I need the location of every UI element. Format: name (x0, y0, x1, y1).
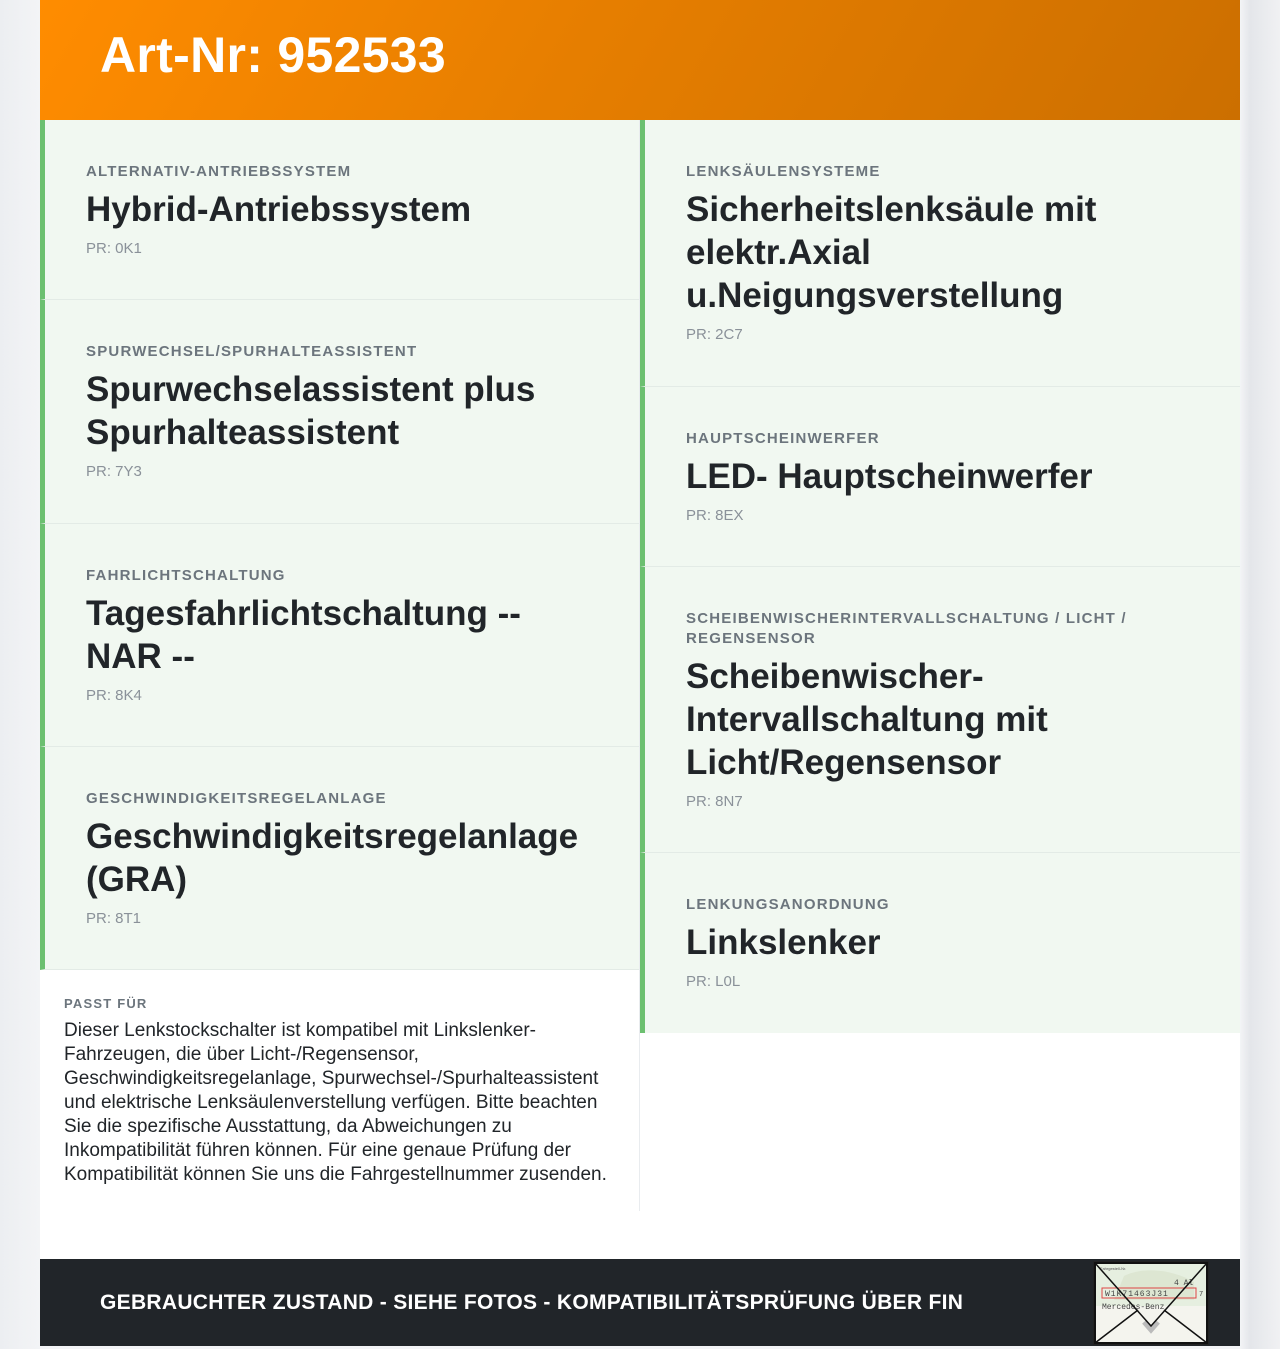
envelope-vin-icon (1093, 1261, 1209, 1345)
feature-title: Sicherheitslenksäule mit elektr.Axial u.Neigungsverstellung (686, 190, 1097, 315)
feature-card (640, 120, 1240, 387)
feature-grid (40, 120, 1240, 1211)
feature-category: LENKSÄULENSYSTEME (686, 163, 881, 180)
feature-category: GESCHWINDIGKEITSREGELANLAGE (86, 790, 387, 807)
feature-column-right (640, 120, 1240, 1211)
feature-pr-code: PR: 7Y3 (86, 463, 142, 480)
feature-card (40, 747, 639, 970)
product-sheet (40, 0, 1240, 1346)
feature-category: FAHRLICHTSCHALTUNG (86, 567, 286, 584)
svg-text:W1K71463J31: W1K71463J31 (1105, 1290, 1169, 1299)
feature-category: HAUPTSCHEINWERFER (686, 430, 880, 447)
svg-text:Mercedes-Benz: Mercedes-Benz (1102, 1303, 1165, 1312)
feature-title: Tagesfahrlichtschaltung -- NAR -- (86, 594, 521, 676)
feature-pr-code: PR: 8N7 (686, 793, 743, 810)
feature-pr-code: PR: 8T1 (86, 910, 142, 927)
compatibility-section (40, 970, 639, 1211)
feature-category: LENKUNGSANORDNUNG (686, 896, 890, 913)
feature-pr-code: PR: 2C7 (686, 326, 743, 343)
condition-note: GEBRAUCHTER ZUSTAND - SIEHE FOTOS - KOMPATIBILITÄTSPRÜFUNG ÜBER FIN (100, 1290, 964, 1314)
feature-category: SCHEIBENWISCHERINTERVALLSCHALTUNG / LICHT / REGENSENSOR (686, 610, 1127, 647)
feature-card (640, 387, 1240, 567)
header-bar (40, 0, 1240, 120)
feature-title: Linkslenker (686, 923, 881, 962)
feature-card (40, 120, 639, 300)
feature-pr-code: PR: L0L (686, 973, 741, 990)
svg-text:Fahrgestell-Nr.: Fahrgestell-Nr. (1100, 1266, 1127, 1271)
svg-text:7: 7 (1199, 1291, 1204, 1299)
feature-title: Hybrid-Antriebssystem (86, 190, 472, 229)
feature-pr-code: PR: 0K1 (86, 240, 142, 257)
article-number-title: Art-Nr: 952533 (100, 27, 447, 83)
feature-card (40, 524, 639, 747)
feature-title: Spurwechselassistent plus Spurhalteassistent (86, 370, 536, 452)
compatibility-text: Dieser Lenkstockschalter ist kompatibel mit Linkslenker-Fahrzeugen, die über Licht-/Regensensor, Geschwindigkeitsregelanlage, Spurwechsel-/Spurhalteassistent und elektrische Lenksäulenverstellung verfügen. Bitte beachten Sie die spezifische Ausstattung, da Abweichungen zu Inkompatibilität führen können. Für eine genaue Prüfung der Kompatibilität können Sie uns die Fahrgestellnummer zusenden. (64, 1020, 607, 1185)
feature-category: SPURWECHSEL/SPURHALTEASSISTENT (86, 343, 418, 360)
footer-bar (40, 1259, 1240, 1346)
feature-category: ALTERNATIV-ANTRIEBSSYSTEM (86, 163, 352, 180)
feature-card (640, 567, 1240, 853)
feature-card (640, 853, 1240, 1033)
feature-pr-code: PR: 8EX (686, 507, 744, 524)
feature-title: Geschwindigkeitsregelanlage (GRA) (86, 817, 579, 899)
feature-title: Scheibenwischer-Intervallschaltung mit Licht/Regensensor (686, 657, 1048, 782)
feature-pr-code: PR: 8K4 (86, 687, 142, 704)
compatibility-label: PASST FÜR (64, 996, 148, 1011)
feature-card (40, 300, 639, 524)
svg-text:4 Al: 4 Al (1174, 1279, 1194, 1288)
feature-column-left (40, 120, 640, 1211)
feature-title: LED- Hauptscheinwerfer (686, 457, 1093, 496)
